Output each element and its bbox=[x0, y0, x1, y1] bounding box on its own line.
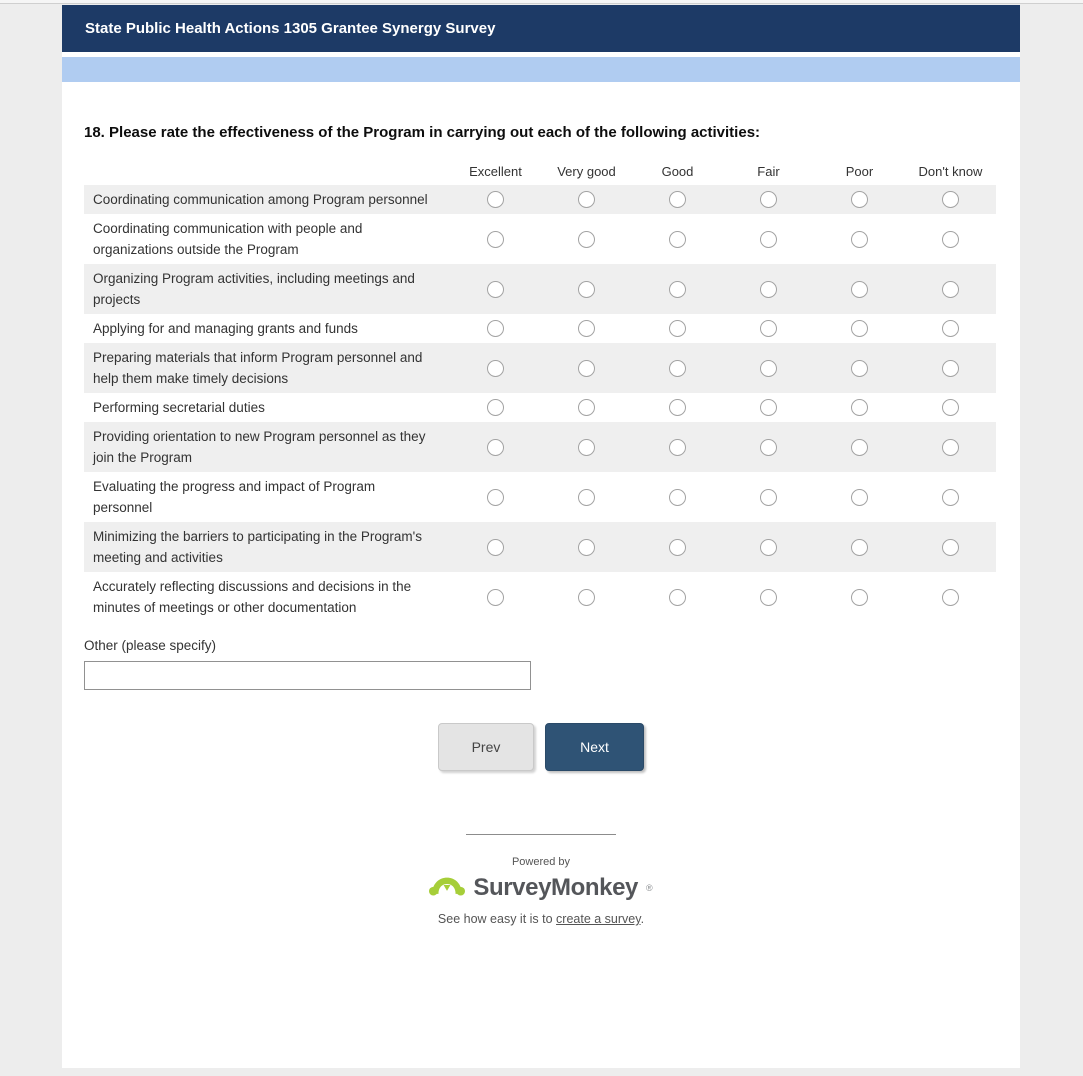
radio-button[interactable] bbox=[851, 439, 868, 456]
rating-cell bbox=[905, 589, 996, 606]
rating-cell bbox=[450, 360, 541, 377]
table-row bbox=[84, 522, 996, 572]
column-header: Excellent bbox=[469, 163, 522, 179]
row-label: Evaluating the progress and impact of Program personnel bbox=[93, 479, 376, 515]
radio-button[interactable] bbox=[669, 320, 686, 337]
table-row bbox=[84, 264, 996, 314]
rating-cell bbox=[814, 231, 905, 248]
question-area bbox=[62, 121, 1020, 926]
matrix-table bbox=[84, 157, 996, 622]
rating-cell bbox=[723, 360, 814, 377]
radio-button[interactable] bbox=[760, 281, 777, 298]
rating-cell bbox=[814, 191, 905, 208]
create-survey-link[interactable]: create a survey bbox=[556, 912, 641, 926]
rating-cell bbox=[450, 320, 541, 337]
rating-cell bbox=[632, 489, 723, 506]
radio-button[interactable] bbox=[487, 589, 504, 606]
matrix-rows bbox=[84, 185, 996, 622]
radio-button[interactable] bbox=[760, 231, 777, 248]
rating-cell bbox=[541, 539, 632, 556]
registered-mark: ® bbox=[645, 883, 653, 893]
surveymonkey-logo[interactable] bbox=[84, 873, 998, 903]
rating-cell bbox=[814, 439, 905, 456]
rating-cell bbox=[632, 231, 723, 248]
radio-button[interactable] bbox=[851, 360, 868, 377]
rating-cell bbox=[541, 589, 632, 606]
rating-cell bbox=[723, 399, 814, 416]
radio-button[interactable] bbox=[669, 399, 686, 416]
radio-button[interactable] bbox=[942, 231, 959, 248]
rating-cell bbox=[632, 320, 723, 337]
radio-button[interactable] bbox=[942, 191, 959, 208]
prev-button[interactable]: Prev bbox=[438, 723, 534, 771]
rating-cell bbox=[450, 539, 541, 556]
table-row bbox=[84, 214, 996, 264]
rating-cell bbox=[814, 320, 905, 337]
rating-cell bbox=[905, 191, 996, 208]
other-label: Other (please specify) bbox=[84, 638, 217, 653]
row-label: Applying for and managing grants and funds bbox=[93, 321, 358, 336]
radio-button[interactable] bbox=[487, 399, 504, 416]
rating-cell bbox=[450, 281, 541, 298]
surveymonkey-wordmark: SurveyMonkey bbox=[473, 874, 638, 901]
radio-button[interactable] bbox=[487, 320, 504, 337]
rating-cell bbox=[632, 360, 723, 377]
radio-button[interactable] bbox=[942, 281, 959, 298]
rating-cell bbox=[723, 539, 814, 556]
rating-cell bbox=[541, 489, 632, 506]
rating-cell bbox=[632, 281, 723, 298]
radio-button[interactable] bbox=[851, 231, 868, 248]
rating-cell bbox=[450, 439, 541, 456]
row-label: Coordinating communication with people and organizations outside the Program bbox=[93, 221, 363, 257]
radio-button[interactable] bbox=[669, 191, 686, 208]
radio-button[interactable] bbox=[487, 360, 504, 377]
rating-cell bbox=[632, 191, 723, 208]
radio-button[interactable] bbox=[578, 360, 595, 377]
rating-cell bbox=[814, 360, 905, 377]
radio-button[interactable] bbox=[760, 320, 777, 337]
tagline-suffix: . bbox=[640, 912, 645, 926]
radio-button[interactable] bbox=[851, 320, 868, 337]
rating-cell bbox=[905, 231, 996, 248]
row-label: Organizing Program activities, including meetings and projects bbox=[93, 271, 415, 307]
tagline-prefix: See how easy it is to bbox=[437, 912, 557, 926]
radio-button[interactable] bbox=[487, 191, 504, 208]
rating-cell bbox=[905, 439, 996, 456]
radio-button[interactable] bbox=[578, 399, 595, 416]
column-header: Poor bbox=[845, 163, 874, 179]
table-row bbox=[84, 185, 996, 214]
radio-button[interactable] bbox=[487, 231, 504, 248]
rating-cell bbox=[541, 439, 632, 456]
rating-cell bbox=[905, 539, 996, 556]
radio-button[interactable] bbox=[669, 360, 686, 377]
footer bbox=[84, 834, 998, 926]
rating-cell bbox=[723, 320, 814, 337]
rating-cell bbox=[541, 281, 632, 298]
radio-button[interactable] bbox=[760, 589, 777, 606]
rating-cell bbox=[450, 589, 541, 606]
radio-button[interactable] bbox=[760, 489, 777, 506]
rating-cell bbox=[905, 399, 996, 416]
survey-title-bar bbox=[62, 5, 1020, 52]
column-header: Don't know bbox=[918, 163, 983, 179]
radio-button[interactable] bbox=[942, 589, 959, 606]
rating-cell bbox=[814, 489, 905, 506]
table-row bbox=[84, 572, 996, 622]
radio-button[interactable] bbox=[669, 281, 686, 298]
radio-button[interactable] bbox=[942, 360, 959, 377]
radio-button[interactable] bbox=[578, 320, 595, 337]
radio-button[interactable] bbox=[942, 320, 959, 337]
radio-button[interactable] bbox=[669, 231, 686, 248]
radio-button[interactable] bbox=[851, 399, 868, 416]
rating-cell bbox=[814, 399, 905, 416]
rating-cell bbox=[450, 231, 541, 248]
rating-cell bbox=[450, 399, 541, 416]
rating-cell bbox=[541, 231, 632, 248]
radio-button[interactable] bbox=[851, 281, 868, 298]
rating-cell bbox=[723, 589, 814, 606]
radio-button[interactable] bbox=[760, 539, 777, 556]
radio-button[interactable] bbox=[669, 489, 686, 506]
radio-button[interactable] bbox=[669, 589, 686, 606]
rating-cell bbox=[450, 191, 541, 208]
rating-cell bbox=[541, 320, 632, 337]
rating-cell bbox=[723, 231, 814, 248]
rating-cell bbox=[632, 399, 723, 416]
row-label: Minimizing the barriers to participating in the Program's meeting and activities bbox=[93, 529, 422, 565]
row-label: Coordinating communication among Program personnel bbox=[93, 192, 428, 207]
radio-button[interactable] bbox=[851, 489, 868, 506]
rating-cell bbox=[814, 281, 905, 298]
radio-button[interactable] bbox=[942, 489, 959, 506]
radio-button[interactable] bbox=[942, 439, 959, 456]
table-row bbox=[84, 422, 996, 472]
radio-button[interactable] bbox=[760, 439, 777, 456]
radio-button[interactable] bbox=[578, 589, 595, 606]
rating-cell bbox=[723, 439, 814, 456]
surveymonkey-monkey-icon bbox=[429, 873, 465, 903]
row-label: Accurately reflecting discussions and decisions in the minutes of meetings or other documentation bbox=[93, 579, 412, 615]
column-header: Good bbox=[661, 163, 694, 179]
rating-cell bbox=[905, 281, 996, 298]
rating-cell bbox=[905, 360, 996, 377]
rating-cell bbox=[541, 360, 632, 377]
radio-button[interactable] bbox=[578, 439, 595, 456]
footer-tagline bbox=[84, 912, 998, 926]
row-label: Providing orientation to new Program personnel as they join the Program bbox=[93, 429, 426, 465]
radio-button[interactable] bbox=[851, 589, 868, 606]
radio-button[interactable] bbox=[760, 191, 777, 208]
navigation-buttons bbox=[84, 723, 998, 771]
radio-button[interactable] bbox=[578, 539, 595, 556]
banner-accent-bar bbox=[62, 57, 1020, 82]
rating-cell bbox=[632, 439, 723, 456]
column-header: Very good bbox=[557, 163, 616, 179]
next-button[interactable]: Next bbox=[545, 723, 644, 771]
radio-button[interactable] bbox=[669, 439, 686, 456]
matrix-header bbox=[84, 157, 996, 185]
rating-cell bbox=[723, 281, 814, 298]
rating-cell bbox=[723, 191, 814, 208]
radio-button[interactable] bbox=[578, 191, 595, 208]
footer-divider bbox=[466, 834, 616, 835]
rating-cell bbox=[723, 489, 814, 506]
rating-cell bbox=[814, 539, 905, 556]
radio-button[interactable] bbox=[942, 399, 959, 416]
rating-cell bbox=[905, 489, 996, 506]
rating-cell bbox=[632, 589, 723, 606]
row-label: Performing secretarial duties bbox=[93, 400, 265, 415]
table-row bbox=[84, 472, 996, 522]
browser-top-edge bbox=[0, 0, 1083, 4]
radio-button[interactable] bbox=[487, 489, 504, 506]
radio-button[interactable] bbox=[487, 539, 504, 556]
powered-by-text: Powered by bbox=[511, 856, 571, 868]
radio-button[interactable] bbox=[578, 231, 595, 248]
rating-cell bbox=[450, 489, 541, 506]
radio-button[interactable] bbox=[487, 439, 504, 456]
rating-cell bbox=[541, 191, 632, 208]
rating-cell bbox=[905, 320, 996, 337]
radio-button[interactable] bbox=[578, 281, 595, 298]
radio-button[interactable] bbox=[760, 360, 777, 377]
radio-button[interactable] bbox=[669, 539, 686, 556]
survey-page bbox=[62, 5, 1020, 1068]
table-row bbox=[84, 343, 996, 393]
rating-cell bbox=[814, 589, 905, 606]
question-text: 18. Please rate the effectiveness of the Program in carrying out each of the following activities: bbox=[84, 124, 761, 141]
table-row bbox=[84, 393, 996, 422]
row-label: Preparing materials that inform Program personnel and help them make timely decisions bbox=[93, 350, 423, 386]
radio-button[interactable] bbox=[851, 191, 868, 208]
radio-button[interactable] bbox=[942, 539, 959, 556]
rating-cell bbox=[541, 399, 632, 416]
column-header: Fair bbox=[757, 163, 780, 179]
survey-title: State Public Health Actions 1305 Grantee Synergy Survey bbox=[85, 20, 496, 37]
other-input[interactable] bbox=[84, 661, 531, 690]
radio-button[interactable] bbox=[578, 489, 595, 506]
rating-cell bbox=[632, 539, 723, 556]
table-row bbox=[84, 314, 996, 343]
radio-button[interactable] bbox=[851, 539, 868, 556]
radio-button[interactable] bbox=[487, 281, 504, 298]
radio-button[interactable] bbox=[760, 399, 777, 416]
